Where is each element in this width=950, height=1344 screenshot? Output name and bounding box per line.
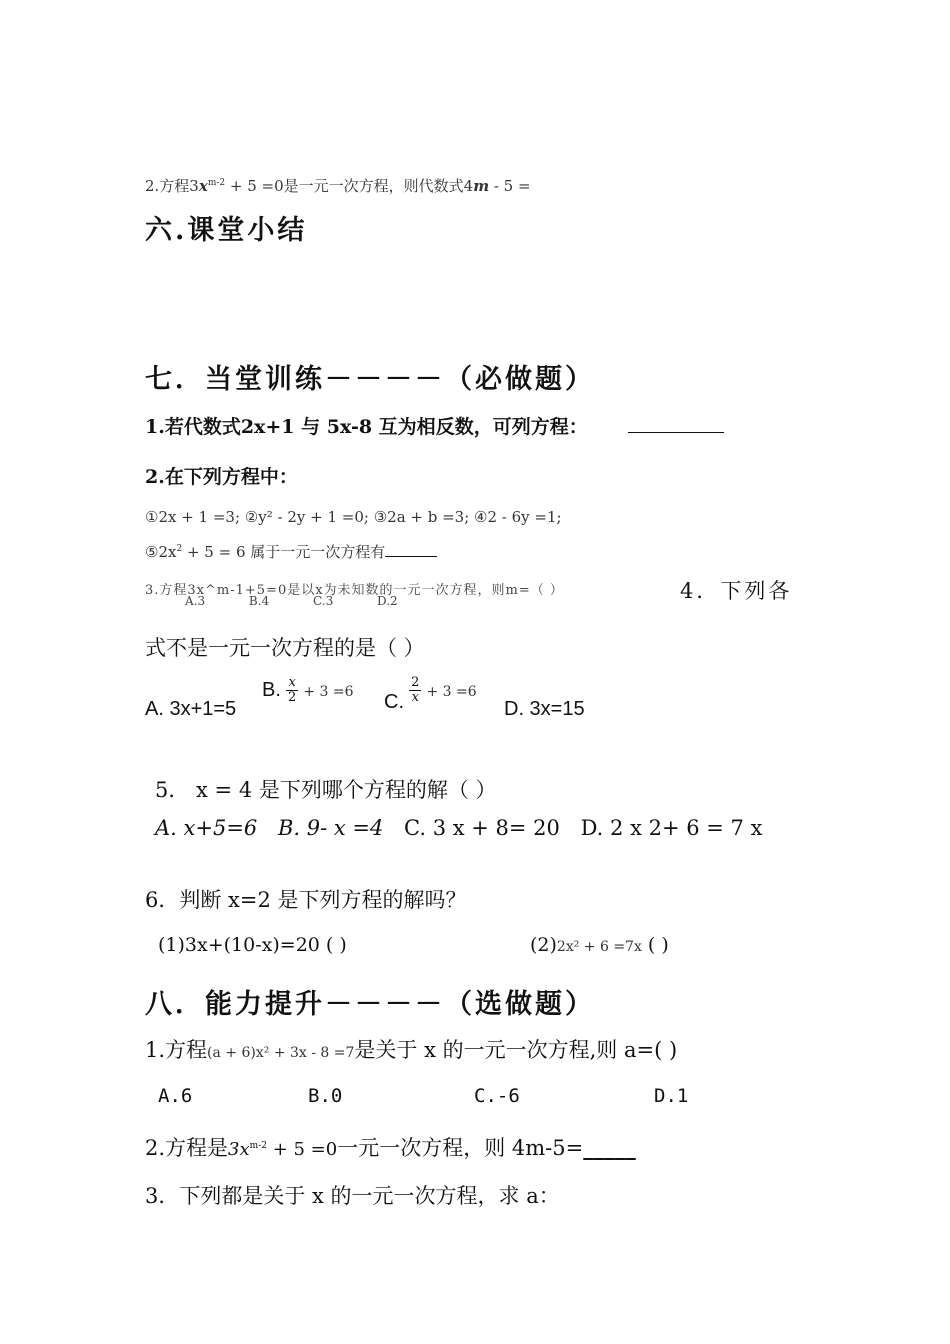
fraction-numerator: x (286, 676, 298, 691)
section8-q2 (145, 1132, 636, 1162)
top-question-middle: + 5 =0是一元一次方程，则代数式4 (225, 177, 474, 195)
q5-option-b: B. 9- x =4 (277, 816, 384, 840)
q4-option-c (384, 675, 477, 713)
top-question-exp: m-2 (207, 178, 226, 188)
section8-title: 八．能力提升－－－－（选做题） (145, 989, 595, 1020)
section7-title: 七．当堂训练－－－－（必做题） (145, 364, 595, 395)
q5-option-c: C. 3 x + 8= 20 (404, 816, 560, 840)
top-question-suffix: - 5 = (489, 177, 531, 195)
answer-blank[interactable]: _____ (583, 1135, 636, 1160)
section8-q1-option-b: B.0 (308, 1085, 343, 1107)
section7-q2-title: 2.在下列方程中： (145, 466, 298, 488)
q5-option-a: A. x+5=6 (155, 816, 258, 840)
section7-q2-line1: ①2x + 1 =3; ②y² - 2y + 1 =0; ③2a + b =3; ④2 - 6y =1; (145, 508, 562, 526)
q4-option-d: D. 3x=15 (504, 698, 585, 720)
q6-part2-label: (2) (530, 934, 557, 956)
section8-q1-equation: (a + 6)x² + 3x - 8 =7 (207, 1045, 355, 1061)
section7-q1-text: 1.若代数式2x+1 与 5x-8 互为相反数，可列方程： (145, 416, 588, 438)
faded-q3-options: A.3 B.4 C.3 D.2 (185, 594, 398, 608)
section8-q2-eq-exp: m-2 (249, 1141, 267, 1151)
q6-part2-paren: ( ) (641, 934, 669, 956)
section7-q4-line1: 4．下列各 (680, 579, 793, 603)
top-question-m: m (473, 177, 490, 195)
section8-q2-prefix: 2.方程是 (145, 1136, 229, 1160)
q5-option-d: D. 2 x 2+ 6 = 7 x (580, 816, 763, 840)
answer-blank[interactable] (628, 432, 724, 433)
section8-q2-eq-base: 3x (228, 1139, 250, 1160)
q4-option-b-fraction (286, 676, 298, 705)
section6-title: 六.课堂小结 (145, 215, 308, 246)
fraction-numerator: 2 (411, 675, 420, 690)
q4-option-c-rest: + 3 =6 (426, 684, 477, 700)
q4-option-b-rest: + 3 =6 (303, 684, 354, 700)
q6-part2-equation: 2x² + 6 =7x (556, 939, 642, 955)
faded-question-3 (145, 583, 675, 609)
section8-q1-option-d: D.1 (654, 1085, 689, 1107)
section8-q2-eq-rest: + 5 =0 (266, 1139, 338, 1160)
q4-option-b-label: B. (262, 679, 281, 701)
fraction-denominator: 2 (288, 690, 297, 705)
section7-q6-part2 (530, 934, 669, 956)
section7-q5-stem: 5． x = 4 是下列哪个方程的解（ ） (155, 778, 497, 802)
section7-q6-part1: (1)3x+(10-x)=20 ( ) (158, 934, 347, 956)
section8-q3: 3．下列都是关于 x 的一元一次方程，求 a： (145, 1184, 560, 1208)
top-question-var: x (198, 177, 208, 195)
q2-line2-prefix: ⑤2x (145, 543, 177, 561)
q4-option-c-label: C. (384, 691, 404, 713)
top-question-prefix: 2.方程3 (145, 177, 199, 195)
section8-q2-suffix: 一元一次方程，则 4m-5= (337, 1136, 584, 1160)
section8-q1 (145, 1034, 677, 1064)
q2-line2-rest: + 5 = 6 属于一元一次方程有 (182, 543, 386, 561)
section8-q1-option-a: A.6 (158, 1085, 193, 1107)
faded-q3-stem: 3.方程3x^m-1+5=0是以x为未知数的一元一次方程，则m=（ ） (145, 583, 564, 598)
section8-q1-option-c: C.-6 (474, 1085, 520, 1107)
top-question (145, 175, 531, 196)
section8-q1-suffix: 是关于 x 的一元一次方程,则 a=( ) (354, 1038, 678, 1062)
section7-q2-line2 (145, 541, 437, 562)
section7-q5-options (155, 816, 762, 840)
section7-q4-line2: 式不是一元一次方程的是（ ） (145, 636, 425, 660)
section8-q1-prefix: 1.方程 (145, 1038, 208, 1062)
section7-q1 (145, 412, 724, 439)
q4-option-a: A. 3x+1=5 (145, 698, 237, 720)
q4-option-b (262, 676, 354, 705)
q4-option-c-fraction (409, 676, 421, 705)
q2-line2-sup: 2 (176, 544, 183, 554)
fraction-denominator: x (411, 690, 419, 705)
section7-q6-stem: 6．判断 x=2 是下列方程的解吗？ (145, 888, 467, 912)
answer-blank[interactable] (385, 556, 437, 557)
